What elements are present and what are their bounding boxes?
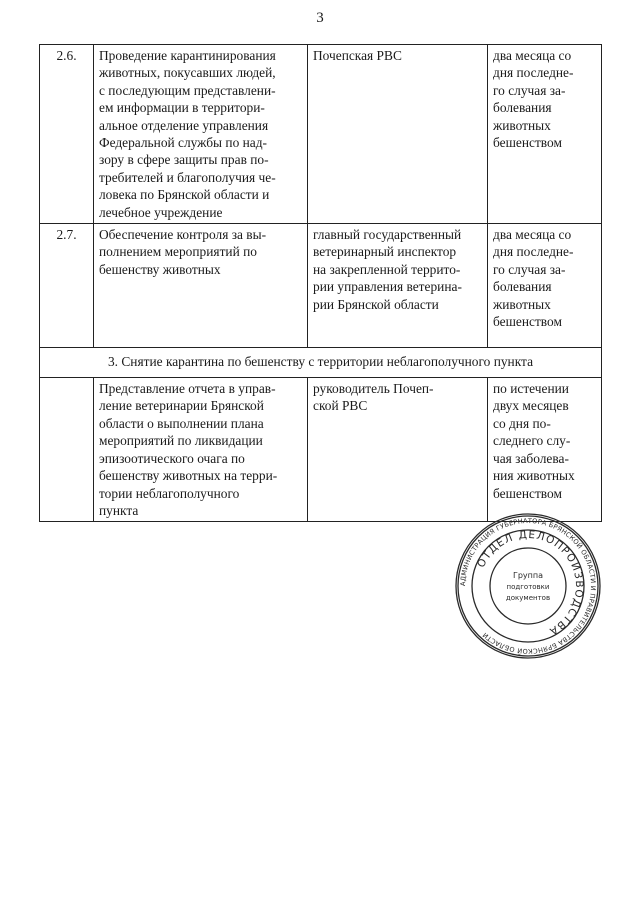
text-line: го случая за- [493,261,566,277]
section-header-row [40,348,602,378]
text-line: руководитель Почеп- [313,381,434,397]
deadline-cell [488,378,602,522]
text-line: Проведение карантинирования [99,48,276,63]
text-line: полнением мероприятий по [99,244,257,260]
text-line: главный государственный [313,227,462,243]
text-line: ветеринарный инспектор [313,244,457,260]
text-line: бешенством [493,135,562,151]
text-line: двух месяцев [493,398,569,414]
text-line: пункта [99,502,139,518]
stamp-center-line: подготовки [506,583,550,591]
row-number: 2.6. [40,45,94,224]
text-line: животных [493,296,551,312]
text-line: требителей и благополучия че- [99,169,276,185]
stamp-center-line: Группа [512,571,544,580]
text-line: го случая за- [493,82,566,98]
text-line: Федеральной службы по над- [99,135,267,151]
text-line: Представление отчета в управ- [99,381,276,397]
text-line: ловека по Брянской области и [99,187,270,203]
page-number: 3 [316,10,324,26]
text-line: ния животных [493,468,575,484]
text-line: болевания [493,279,552,295]
stamp-outer-text: АДМИНИСТРАЦИЯ ГУБЕРНАТОРА БРЯНСКОЙ ОБЛАСТИ И ПРАВИТЕЛЬСТВА БРЯНСКОЙ ОБЛАСТИ [458,516,598,656]
responsible-cell [308,45,488,224]
text-line: по истечении [493,381,569,397]
text-line: мероприятий по ликвидации [99,433,263,449]
table-row [40,45,602,224]
action-cell [94,378,308,522]
row-number [40,378,94,522]
text-line: ем информации в территори- [99,100,265,116]
text-line: бешенством [493,485,562,501]
text-line: два месяца со [493,227,572,243]
text-line: рии Брянской области [313,296,439,312]
text-line: бешенством [493,314,562,330]
text-line: Почепская РВС [313,48,402,63]
table-row [40,224,602,348]
text-line: бешенству животных на терри- [99,468,278,484]
action-cell [94,45,308,224]
text-line: дня последне- [493,244,574,260]
text-line: болевания [493,100,552,116]
text-line: альное отделение управления [99,117,269,133]
text-line: эпизоотического очага по [99,450,245,466]
row-number: 2.7. [40,224,94,348]
deadline-cell [488,45,602,224]
responsible-cell [308,224,488,348]
section-title: 3. Снятие карантина по бешенству с территории неблагополучного пункта [40,348,602,378]
action-cell [94,224,308,348]
stamp-center-line: документов [505,594,551,602]
text-line: тории неблагополучного [99,485,240,501]
text-line: дня последне- [493,65,574,81]
responsible-cell [308,378,488,522]
text-line: бешенству животных [99,261,221,277]
text-line: животных [493,117,551,133]
text-line: два месяца со [493,48,572,63]
text-line: области о выполнении плана [99,415,264,431]
text-line: рии управления ветерина- [313,279,462,295]
text-line: Обеспечение контроля за вы- [99,227,267,243]
stamp-inner-text: ОТДЕЛ ДЕЛОПРОИЗВОДСТВА [475,528,586,638]
text-line: на закрепленной террито- [313,261,461,277]
text-line: лечебное учреждение [99,204,223,220]
text-line: зору в сфере защиты прав по- [99,152,269,168]
text-line: со дня по- [493,415,551,431]
text-line: ской РВС [313,398,368,414]
table-row [40,378,602,522]
text-line: с последующим представлени- [99,82,276,98]
plan-table [39,44,602,522]
text-line: чая заболева- [493,450,569,466]
text-line: ление ветеринарии Брянской [99,398,264,414]
text-line: следнего слу- [493,433,571,449]
deadline-cell [488,224,602,348]
text-line: животных, покусавших людей, [99,65,276,81]
department-stamp [454,512,602,660]
